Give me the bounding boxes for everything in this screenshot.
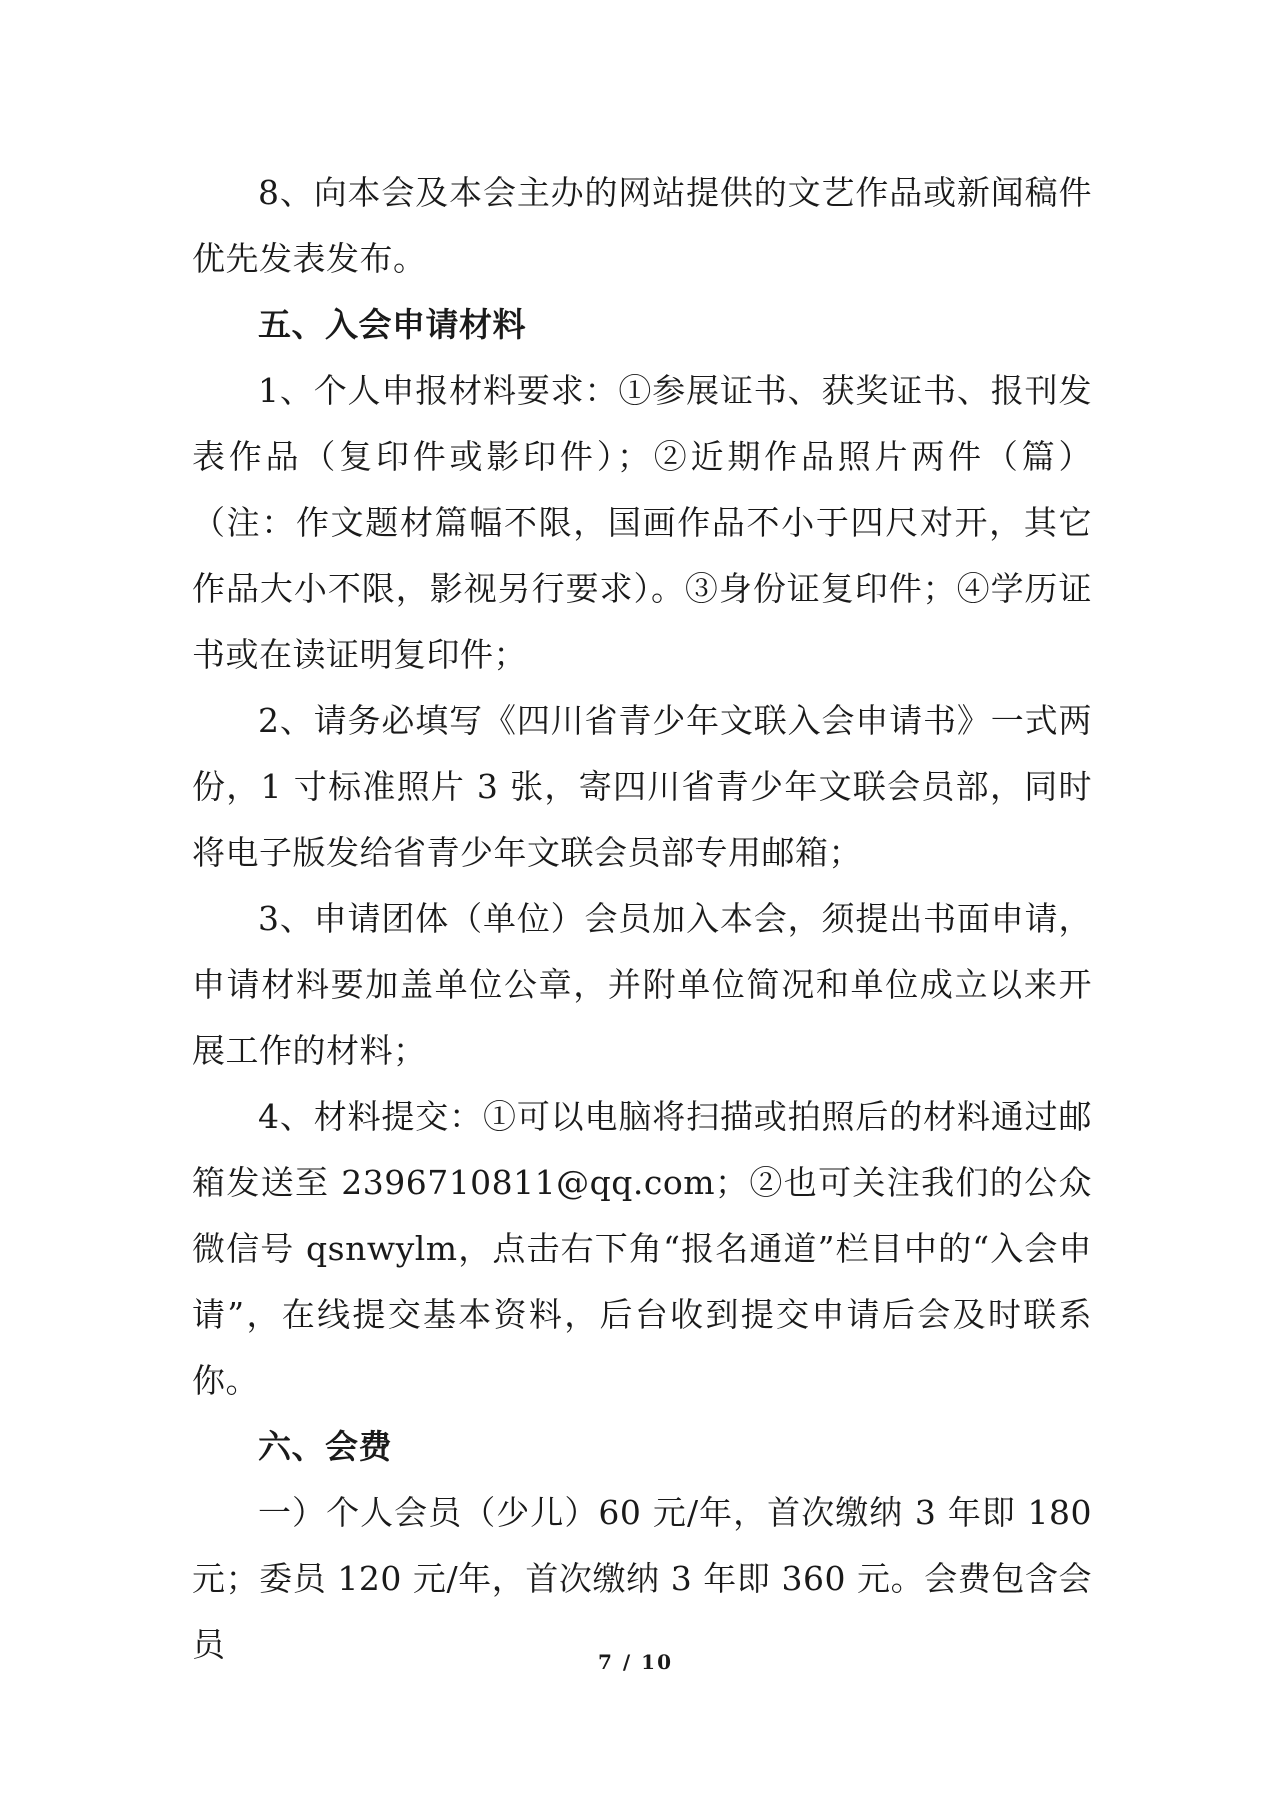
paragraph-application-form: 2、请务必填写《四川省青少年文联入会申请书》一式两份，1 寸标准照片 3 张，寄四川省青少年文联会员部，同时将电子版发给省青少年文联会员部专用邮箱； (192, 701, 1092, 872)
paragraph-fee-details: 一）个人会员（少儿）60 元/年，首次缴纳 3 年即 180 元；委员 120 元/年，首次缴纳 3 年即 360 元。会费包含会员 (192, 1493, 1092, 1664)
section-heading-membership-fee: 六、会费 (258, 1427, 392, 1466)
document-body (192, 160, 1092, 1678)
page-number: 7 / 10 (598, 1650, 673, 1674)
paragraph-material-submission: 4、材料提交：①可以电脑将扫描或拍照后的材料通过邮箱发送至 2396710811@qq.com；②也可关注我们的公众微信号 qsnwylm，点击右下角“报名通道”栏目中的“入会申请”，在线提交基本资料，后台收到提交申请后会及时联系你。 (192, 1097, 1092, 1400)
section-heading-application-materials: 五、入会申请材料 (258, 305, 526, 344)
paragraph-item-8: 8、向本会及本会主办的网站提供的文艺作品或新闻稿件优先发表发布。 (192, 173, 1092, 278)
paragraph-group-membership: 3、申请团体（单位）会员加入本会，须提出书面申请，申请材料要加盖单位公章，并附单位简况和单位成立以来开展工作的材料； (192, 899, 1092, 1070)
paragraph-personal-materials: 1、个人申报材料要求：①参展证书、获奖证书、报刊发表作品（复印件或影印件）；②近期作品照片两件（篇）（注：作文题材篇幅不限，国画作品不小于四尺对开，其它作品大小不限，影视另行要求）。③身份证复印件；④学历证书或在读证明复印件； (192, 371, 1092, 674)
